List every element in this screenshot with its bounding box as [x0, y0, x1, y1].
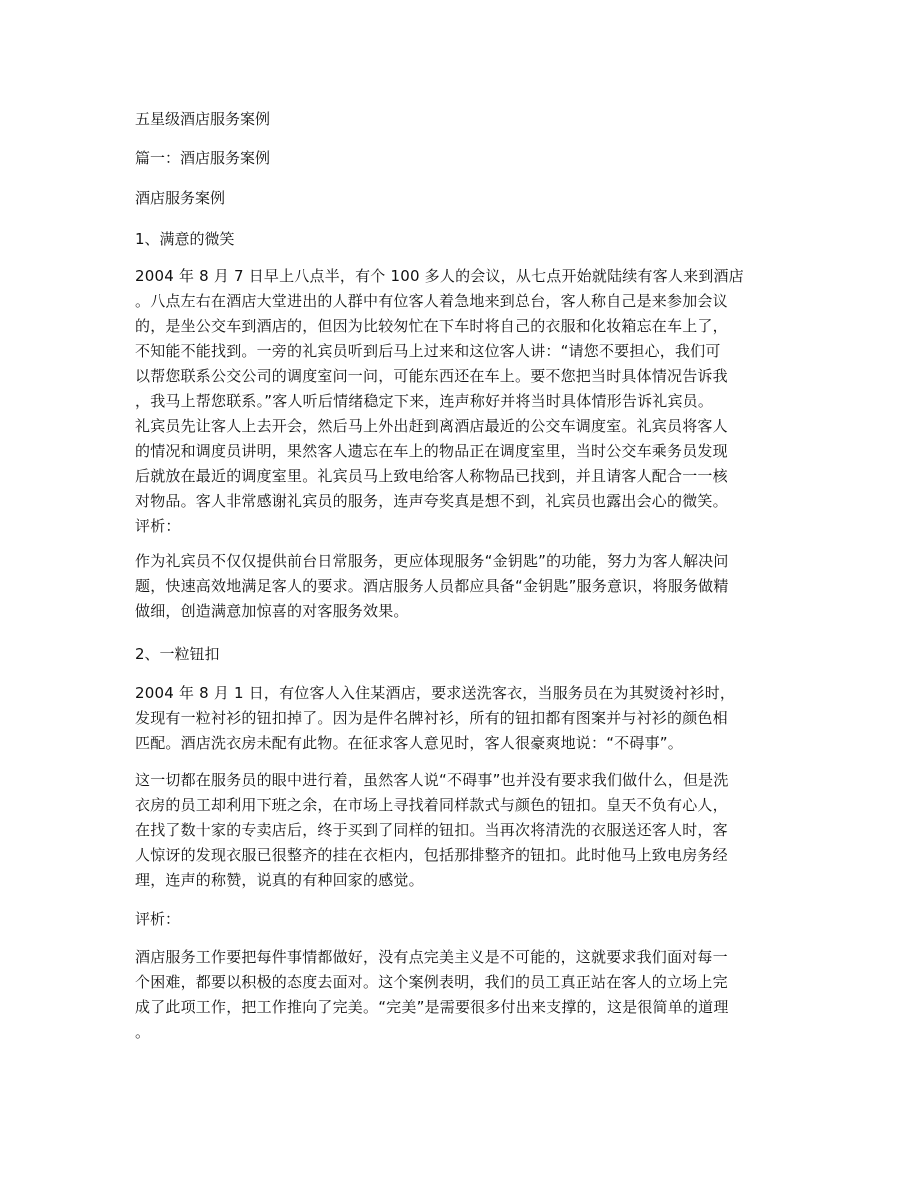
text-line: 理，连声的称赞，说真的有种回家的感觉。	[135, 871, 424, 889]
text-line: 做细，创造满意加惊喜的对客服务效果。	[135, 602, 409, 620]
text-line: 成了此项工作，把工作推向了完美。“完美”是需要很多付出来支撑的，这是很简单的道理	[135, 998, 729, 1016]
text-line: 礼宾员先让客人上去开会，然后马上外出赶到离酒店最近的公交车调度室。礼宾员将客人	[135, 417, 728, 435]
text-line: 作为礼宾员不仅仅提供前台日常服务，更应体现服务“金钥匙”的功能，努力为客人解决问	[135, 552, 729, 570]
text-line: 不知能不能找到。一旁的礼宾员听到后马上过来和这位客人讲：“请您不要担心，我们可	[135, 342, 721, 360]
section-heading: 酒店服务案例	[135, 189, 226, 207]
text-line: 的情况和调度员讲明，果然客人遗忘在车上的物品正在调度室里，当时公交车乘务员发现	[135, 442, 728, 460]
text-line: 酒店服务工作要把每件事情都做好，没有点完美主义是不可能的，这就要求我们面对每一	[135, 948, 728, 966]
case1-comment	[135, 549, 780, 624]
case2-comment-label: 评析：	[135, 910, 181, 928]
text-line: 发现有一粒衬衫的钮扣掉了。因为是件名牌衬衫，所有的钮扣都有图案并与衬衫的颜色相	[135, 709, 728, 727]
text-line: 人惊讶的发现衣服已很整齐的挂在衣柜内，包括那排整齐的钮扣。此时他马上致电房务经	[135, 846, 728, 864]
text-line: ，我马上帮您联系。”客人听后情绪稳定下来，连声称好并将当时具体情形告诉礼宾员。	[135, 392, 714, 410]
text-line: 2004 年 8 月 7 日早上八点半，有个 100 多人的会议，从七点开始就陆续有客人来到酒店	[135, 267, 744, 285]
text-line: 衣房的员工却利用下班之余，在市场上寻找着同样款式与颜色的钮扣。皇天不负有心人，	[135, 796, 728, 814]
text-line: 题，快速高效地满足客人的要求。酒店服务人员都应具备“金钥匙”服务意识，将服务做精	[135, 577, 729, 595]
document-title: 五星级酒店服务案例	[135, 110, 271, 128]
text-line: 在找了数十家的专卖店后，终于买到了同样的钮扣。当再次将清洗的衣服送还客人时，客	[135, 821, 728, 839]
text-line: 2004 年 8 月 1 日，有位客人入住某酒店，要求送洗客衣，当服务员在为其熨烫衬衫时，	[135, 684, 736, 702]
text-line: 匹配。酒店洗衣房未配有此物。在征求客人意见时，客人很豪爽地说：“不碍事”。	[135, 734, 683, 752]
case2-body-continued	[135, 768, 780, 893]
text-line: 。	[135, 1023, 151, 1041]
text-line: 后就放在最近的调度室里。礼宾员马上致电给客人称物品已找到，并且请客人配合一一核	[135, 467, 728, 485]
case1-body	[135, 264, 780, 539]
case2-heading: 2、一粒钮扣	[135, 645, 220, 663]
text-line: 以帮您联系公交公司的调度室问一问，可能东西还在车上。要不您把当时具体情况告诉我	[135, 367, 728, 385]
case2-comment	[135, 945, 780, 1045]
case2-body	[135, 681, 780, 756]
text-line: 这一切都在服务员的眼中进行着，虽然客人说“不碍事”也并没有要求我们做什么，但是洗	[135, 771, 729, 789]
case1-heading: 1、满意的微笑	[135, 230, 235, 248]
text-line: 对物品。客人非常感谢礼宾员的服务，连声夸奖真是想不到，礼宾员也露出会心的微笑。	[135, 492, 728, 510]
comment-label: 评析：	[135, 517, 181, 535]
text-line: 个困难，都要以积极的态度去面对。这个案例表明，我们的员工真正站在客人的立场上完	[135, 973, 728, 991]
text-line: 的，是坐公交车到酒店的，但因为比较匆忙在下车时将自己的衣服和化妆箱忘在车上了，	[135, 317, 728, 335]
text-line: 。八点左右在酒店大堂进出的人群中有位客人着急地来到总台，客人称自己是来参加会议	[135, 292, 728, 310]
chapter-heading: 篇一：酒店服务案例	[135, 149, 271, 167]
